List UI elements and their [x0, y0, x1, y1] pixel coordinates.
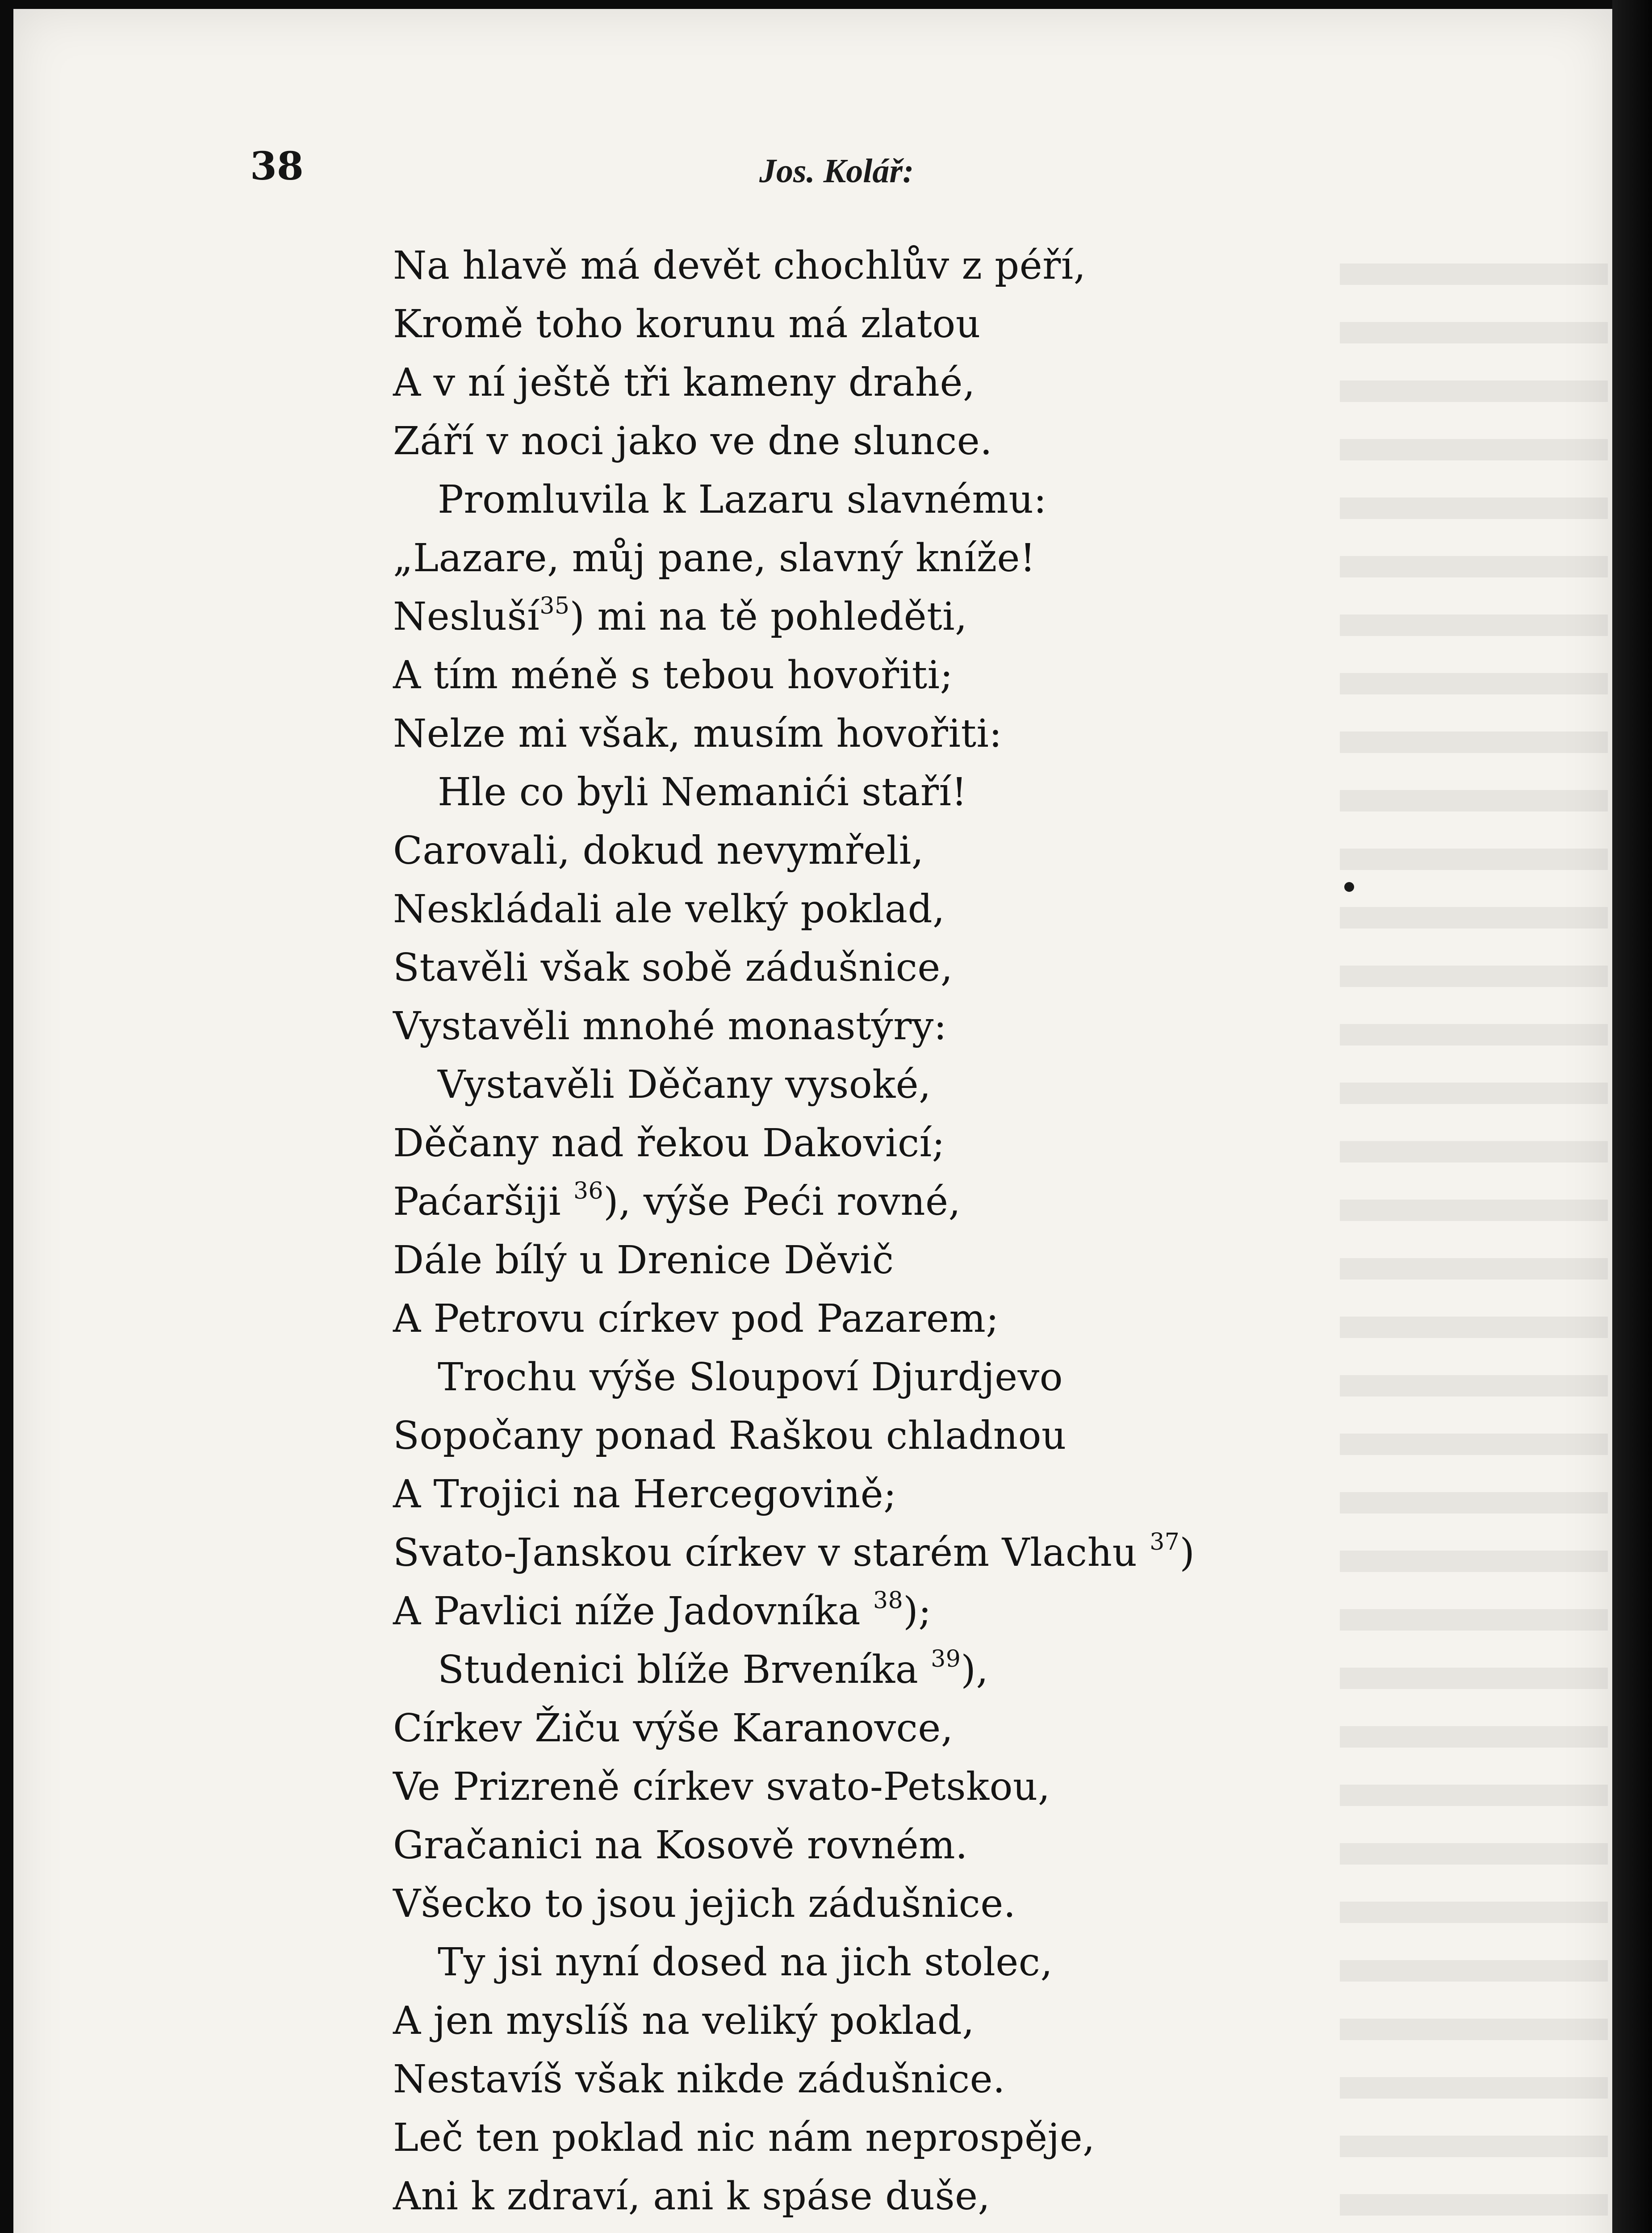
poem-line	[393, 1641, 1353, 1699]
poem-line-text-continued: ), výše Peći rovné,	[603, 1179, 961, 1224]
poem-line	[393, 1173, 1353, 1231]
poem-line-text: A jen myslíš na veliký poklad,	[393, 1999, 975, 2043]
poem-line-text: Ani k zdraví, ani k spáse duše,	[393, 2174, 991, 2219]
poem-line	[393, 2050, 1353, 2109]
poem-line	[393, 1816, 1353, 1875]
poem-line	[393, 237, 1353, 295]
poem-line-text: Nesluší	[393, 594, 540, 639]
poem-line-text: Vystavěli Děčany vysoké,	[438, 1062, 932, 1107]
poem-line-text: Kromě toho korunu má zlatou	[393, 302, 981, 347]
poem-line	[393, 705, 1353, 763]
poem-line	[393, 822, 1353, 880]
poem-line	[393, 412, 1353, 471]
poem-line	[393, 1290, 1353, 1348]
footnote-marker: 36	[573, 1178, 604, 1205]
poem-line	[393, 763, 1353, 822]
poem-line-text: Neskládali ale velký poklad,	[393, 887, 945, 932]
poem-line	[393, 1933, 1353, 1992]
poem-line	[393, 1348, 1353, 1407]
poem-line	[393, 529, 1353, 588]
poem-line	[393, 939, 1353, 997]
poem-line	[393, 1407, 1353, 1465]
poem-line	[393, 354, 1353, 412]
poem-line-text: A tím méně s tebou hovořiti;	[393, 653, 954, 698]
poem-line-text: A v ní ještě tři kameny drahé,	[393, 360, 975, 405]
page-number: 38	[250, 144, 304, 189]
poem-line-text: Děčany nad řekou Dakovicí;	[393, 1121, 945, 1166]
poem-line-text-continued: ) mi na tě pohleděti,	[569, 594, 968, 639]
poem-line-text: Paćaršiji	[393, 1179, 573, 1224]
poem-line-text: Promluvila k Lazaru slavnému:	[438, 477, 1047, 522]
poem-line-text: Vystavěli mnohé monastýry:	[393, 1004, 947, 1049]
poem-line-text: Leč ten poklad nic nám neprospěje,	[393, 2116, 1095, 2160]
poem-line-text: Sopočany ponad Raškou chladnou	[393, 1413, 1066, 1458]
poem-line-text: Ty jsi nyní dosed na jich stolec,	[438, 1940, 1053, 1985]
poem-line-text: Nestavíš však nikde zádušnice.	[393, 2057, 1005, 2102]
footnote-marker: 37	[1150, 1529, 1180, 1556]
poem-line-text: Studenici blíže Brveníka	[438, 1648, 931, 1692]
poem-line-text: Všecko to jsou jejich zádušnice.	[393, 1882, 1016, 1926]
poem-line	[393, 2167, 1353, 2226]
poem-line-text: Ve Prizreně církev svato-Petskou,	[393, 1765, 1050, 1809]
poem-line-text: Stavěli však sobě zádušnice,	[393, 945, 953, 990]
poem-line	[393, 2226, 1353, 2233]
running-head: Jos. Kolář:	[759, 152, 914, 190]
poem-line-text: A Petrovu církev pod Pazarem;	[393, 1296, 999, 1341]
poem-line	[393, 1231, 1353, 1290]
footnote-marker: 35	[540, 593, 570, 620]
poem-line	[393, 2109, 1353, 2167]
poem-line	[393, 1875, 1353, 1933]
poem-line	[393, 1114, 1353, 1173]
poem-line-text: Dále bílý u Drenice Děvič	[393, 1238, 894, 1283]
poem-line	[393, 997, 1353, 1056]
poem-line-text: Na hlavě má devět chochlův z péří,	[393, 243, 1086, 288]
poem-line-text-continued: )	[1179, 1530, 1195, 1575]
poem-line	[393, 471, 1353, 529]
poem-line	[393, 1699, 1353, 1758]
poem-line-text: Carovali, dokud nevymřeli,	[393, 828, 924, 873]
poem-body	[393, 237, 1353, 2233]
poem-line-text: Hle co byli Nemanići staří!	[438, 770, 967, 815]
poem-line-text: Nelze mi však, musím hovořiti:	[393, 711, 1002, 756]
poem-line	[393, 1056, 1353, 1114]
poem-line	[393, 1524, 1353, 1582]
ink-speck	[1344, 882, 1354, 892]
footnote-marker: 39	[931, 1646, 961, 1673]
poem-line	[393, 880, 1353, 939]
book-spine-edge	[1612, 0, 1652, 2233]
poem-line	[393, 588, 1353, 646]
poem-line	[393, 646, 1353, 705]
poem-line-text: A Trojici na Hercegovině;	[393, 1472, 897, 1517]
poem-line	[393, 1758, 1353, 1816]
poem-line	[393, 295, 1353, 354]
poem-line	[393, 1992, 1353, 2050]
poem-line-text: Gračanici na Kosově rovném.	[393, 1823, 968, 1868]
footnote-marker: 38	[873, 1587, 903, 1614]
poem-line-text: Svato-Janskou církev v starém Vlachu	[393, 1530, 1150, 1575]
poem-line-text: „Lazare, můj pane, slavný kníže!	[393, 536, 1036, 581]
poem-line	[393, 1465, 1353, 1524]
poem-line-text: A Pavlici níže Jadovníka	[393, 1589, 874, 1634]
poem-line-text: Trochu výše Sloupoví Djurdjevo	[438, 1355, 1063, 1400]
poem-line-text: Září v noci jako ve dne slunce.	[393, 419, 993, 464]
poem-line-text-continued: );	[903, 1589, 932, 1634]
poem-line	[393, 1582, 1353, 1641]
poem-line-text: Církev Žiču výše Karanovce,	[393, 1706, 954, 1751]
poem-line-text-continued: ),	[961, 1648, 989, 1692]
